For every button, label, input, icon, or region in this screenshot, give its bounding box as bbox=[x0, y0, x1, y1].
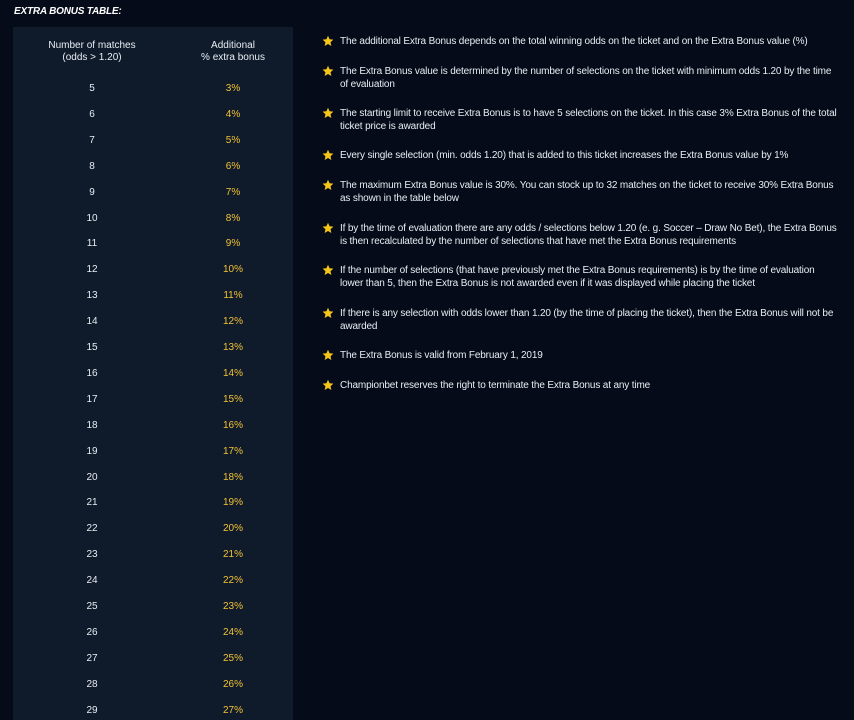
table-row bbox=[13, 471, 293, 485]
bonus-cell: 4% bbox=[225, 108, 241, 120]
matches-cell: 29 bbox=[86, 704, 98, 716]
column-header-bonus-line1: Additional bbox=[211, 40, 255, 51]
bonus-cell: 17% bbox=[222, 445, 243, 457]
bonus-cell: 10% bbox=[222, 264, 243, 276]
column-header-matches bbox=[32, 40, 152, 64]
star-icon bbox=[322, 149, 334, 161]
bonus-cell: 25% bbox=[222, 652, 243, 664]
table-row bbox=[13, 82, 293, 96]
matches-cell: 7 bbox=[89, 134, 95, 146]
bonus-cell: 15% bbox=[222, 393, 243, 405]
matches-cell: 8 bbox=[89, 160, 95, 172]
rule-item bbox=[322, 66, 837, 91]
rule-item bbox=[322, 223, 837, 248]
rule-item bbox=[322, 308, 837, 333]
star-icon bbox=[322, 222, 334, 234]
rule-text: If by the time of evaluation there are any odds / selections below 1.20 (e. g. Soccer – Draw No Bet), the Extra Bonus is then recalculated by the number of selections that have met the Extra Bonus requirements bbox=[340, 223, 837, 247]
bonus-cell: 9% bbox=[225, 238, 241, 250]
table-row bbox=[13, 289, 293, 303]
matches-cell: 15 bbox=[86, 342, 98, 353]
matches-cell: 23 bbox=[86, 549, 98, 561]
star-icon bbox=[322, 379, 334, 391]
rule-item bbox=[322, 36, 837, 49]
column-header-bonus-line2: % extra bonus bbox=[201, 52, 265, 63]
bonus-cell: 14% bbox=[222, 367, 243, 379]
bonus-cell: 7% bbox=[225, 186, 241, 198]
rule-text: The maximum Extra Bonus value is 30%. You can stock up to 32 matches on the ticket to receive 30% Extra Bonus as shown in the table below bbox=[340, 180, 834, 204]
matches-cell: 25 bbox=[86, 601, 98, 612]
matches-cell: 28 bbox=[86, 678, 98, 690]
table-row bbox=[13, 263, 293, 277]
matches-cell: 21 bbox=[86, 497, 98, 509]
rule-item bbox=[322, 180, 837, 205]
star-icon bbox=[322, 65, 334, 77]
table-row bbox=[13, 108, 293, 122]
star-icon bbox=[322, 349, 334, 361]
rule-text: If there is any selection with odds lower than 1.20 (by the time of placing the ticket), then the Extra Bonus will not be awarded bbox=[340, 308, 834, 332]
rule-text: The additional Extra Bonus depends on the total winning odds on the ticket and on the Extra Bonus value (%) bbox=[340, 36, 808, 47]
table-row bbox=[13, 393, 293, 407]
matches-cell: 13 bbox=[86, 290, 98, 302]
table-row bbox=[13, 496, 293, 510]
bonus-cell: 26% bbox=[222, 678, 243, 690]
rule-text: The Extra Bonus is valid from February 1, 2019 bbox=[340, 350, 543, 361]
rule-text: Every single selection (min. odds 1.20) that is added to this ticket increases the Extra Bonus value by 1% bbox=[340, 150, 789, 161]
bonus-cell: 23% bbox=[222, 601, 243, 612]
matches-cell: 24 bbox=[86, 575, 98, 587]
bonus-cell: 6% bbox=[225, 160, 241, 172]
table-row bbox=[13, 134, 293, 148]
matches-cell: 5 bbox=[89, 83, 95, 94]
bonus-cell: 5% bbox=[225, 134, 241, 146]
matches-cell: 20 bbox=[86, 471, 98, 483]
rule-item bbox=[322, 265, 837, 290]
star-icon bbox=[322, 264, 334, 276]
table-row bbox=[13, 574, 293, 588]
rule-item bbox=[322, 380, 837, 393]
table-row bbox=[13, 315, 293, 329]
extra-bonus-table bbox=[13, 27, 293, 720]
matches-cell: 19 bbox=[86, 445, 98, 457]
table-row bbox=[13, 212, 293, 226]
star-icon bbox=[322, 179, 334, 191]
matches-cell: 14 bbox=[86, 316, 98, 328]
table-row bbox=[13, 548, 293, 562]
matches-cell: 6 bbox=[89, 108, 95, 120]
rule-text: Championbet reserves the right to terminate the Extra Bonus at any time bbox=[340, 380, 651, 391]
star-icon bbox=[322, 107, 334, 119]
column-header-matches-line1: Number of matches bbox=[48, 40, 136, 51]
bonus-cell: 12% bbox=[222, 316, 243, 328]
matches-cell: 17 bbox=[86, 393, 98, 405]
table-row bbox=[13, 600, 293, 614]
rule-item bbox=[322, 108, 837, 133]
table-row bbox=[13, 341, 293, 355]
bonus-cell: 21% bbox=[222, 549, 243, 561]
bonus-cell: 13% bbox=[222, 342, 243, 353]
table-row bbox=[13, 522, 293, 536]
matches-cell: 18 bbox=[86, 419, 98, 431]
matches-cell: 16 bbox=[86, 367, 98, 379]
table-row bbox=[13, 704, 293, 718]
table-row bbox=[13, 160, 293, 174]
bonus-cell: 24% bbox=[222, 626, 243, 638]
matches-cell: 26 bbox=[86, 626, 98, 638]
table-row bbox=[13, 367, 293, 381]
table-row bbox=[13, 652, 293, 666]
bonus-cell: 8% bbox=[225, 212, 241, 224]
table-row bbox=[13, 419, 293, 433]
bonus-cell: 27% bbox=[222, 704, 243, 716]
table-row bbox=[13, 678, 293, 692]
bonus-cell: 19% bbox=[222, 497, 243, 509]
rule-text: The starting limit to receive Extra Bonus is to have 5 selections on the ticket. In this case 3% Extra Bonus of the total ticket price is awarded bbox=[340, 108, 837, 132]
bonus-cell: 20% bbox=[222, 523, 243, 535]
matches-cell: 22 bbox=[86, 523, 98, 535]
page-heading: EXTRA BONUS TABLE: bbox=[14, 6, 122, 17]
matches-cell: 27 bbox=[86, 652, 98, 664]
rule-item bbox=[322, 150, 837, 163]
star-icon bbox=[322, 35, 334, 47]
star-icon bbox=[322, 307, 334, 319]
bonus-cell: 18% bbox=[222, 471, 243, 483]
bonus-cell: 3% bbox=[225, 83, 241, 94]
matches-cell: 9 bbox=[89, 186, 95, 198]
bonus-cell: 22% bbox=[222, 575, 243, 587]
rule-text: If the number of selections (that have previously met the Extra Bonus requirements) is by the time of evaluation lower than 5, then the Extra Bonus is not awarded even if it was displayed while placing the ticket bbox=[340, 265, 815, 289]
bonus-cell: 11% bbox=[223, 290, 243, 302]
matches-cell: 10 bbox=[86, 212, 98, 224]
column-header-bonus bbox=[173, 40, 293, 64]
table-row bbox=[13, 445, 293, 459]
matches-cell: 11 bbox=[86, 238, 98, 250]
bonus-cell: 16% bbox=[222, 419, 243, 431]
table-row bbox=[13, 186, 293, 200]
table-row bbox=[13, 626, 293, 640]
column-header-matches-line2: (odds > 1.20) bbox=[62, 52, 122, 63]
rule-text: The Extra Bonus value is determined by the number of selections on the ticket with minimum odds 1.20 by the time of evaluation bbox=[340, 66, 832, 90]
rule-item bbox=[322, 350, 837, 363]
matches-cell: 12 bbox=[86, 264, 98, 276]
table-row bbox=[13, 237, 293, 251]
